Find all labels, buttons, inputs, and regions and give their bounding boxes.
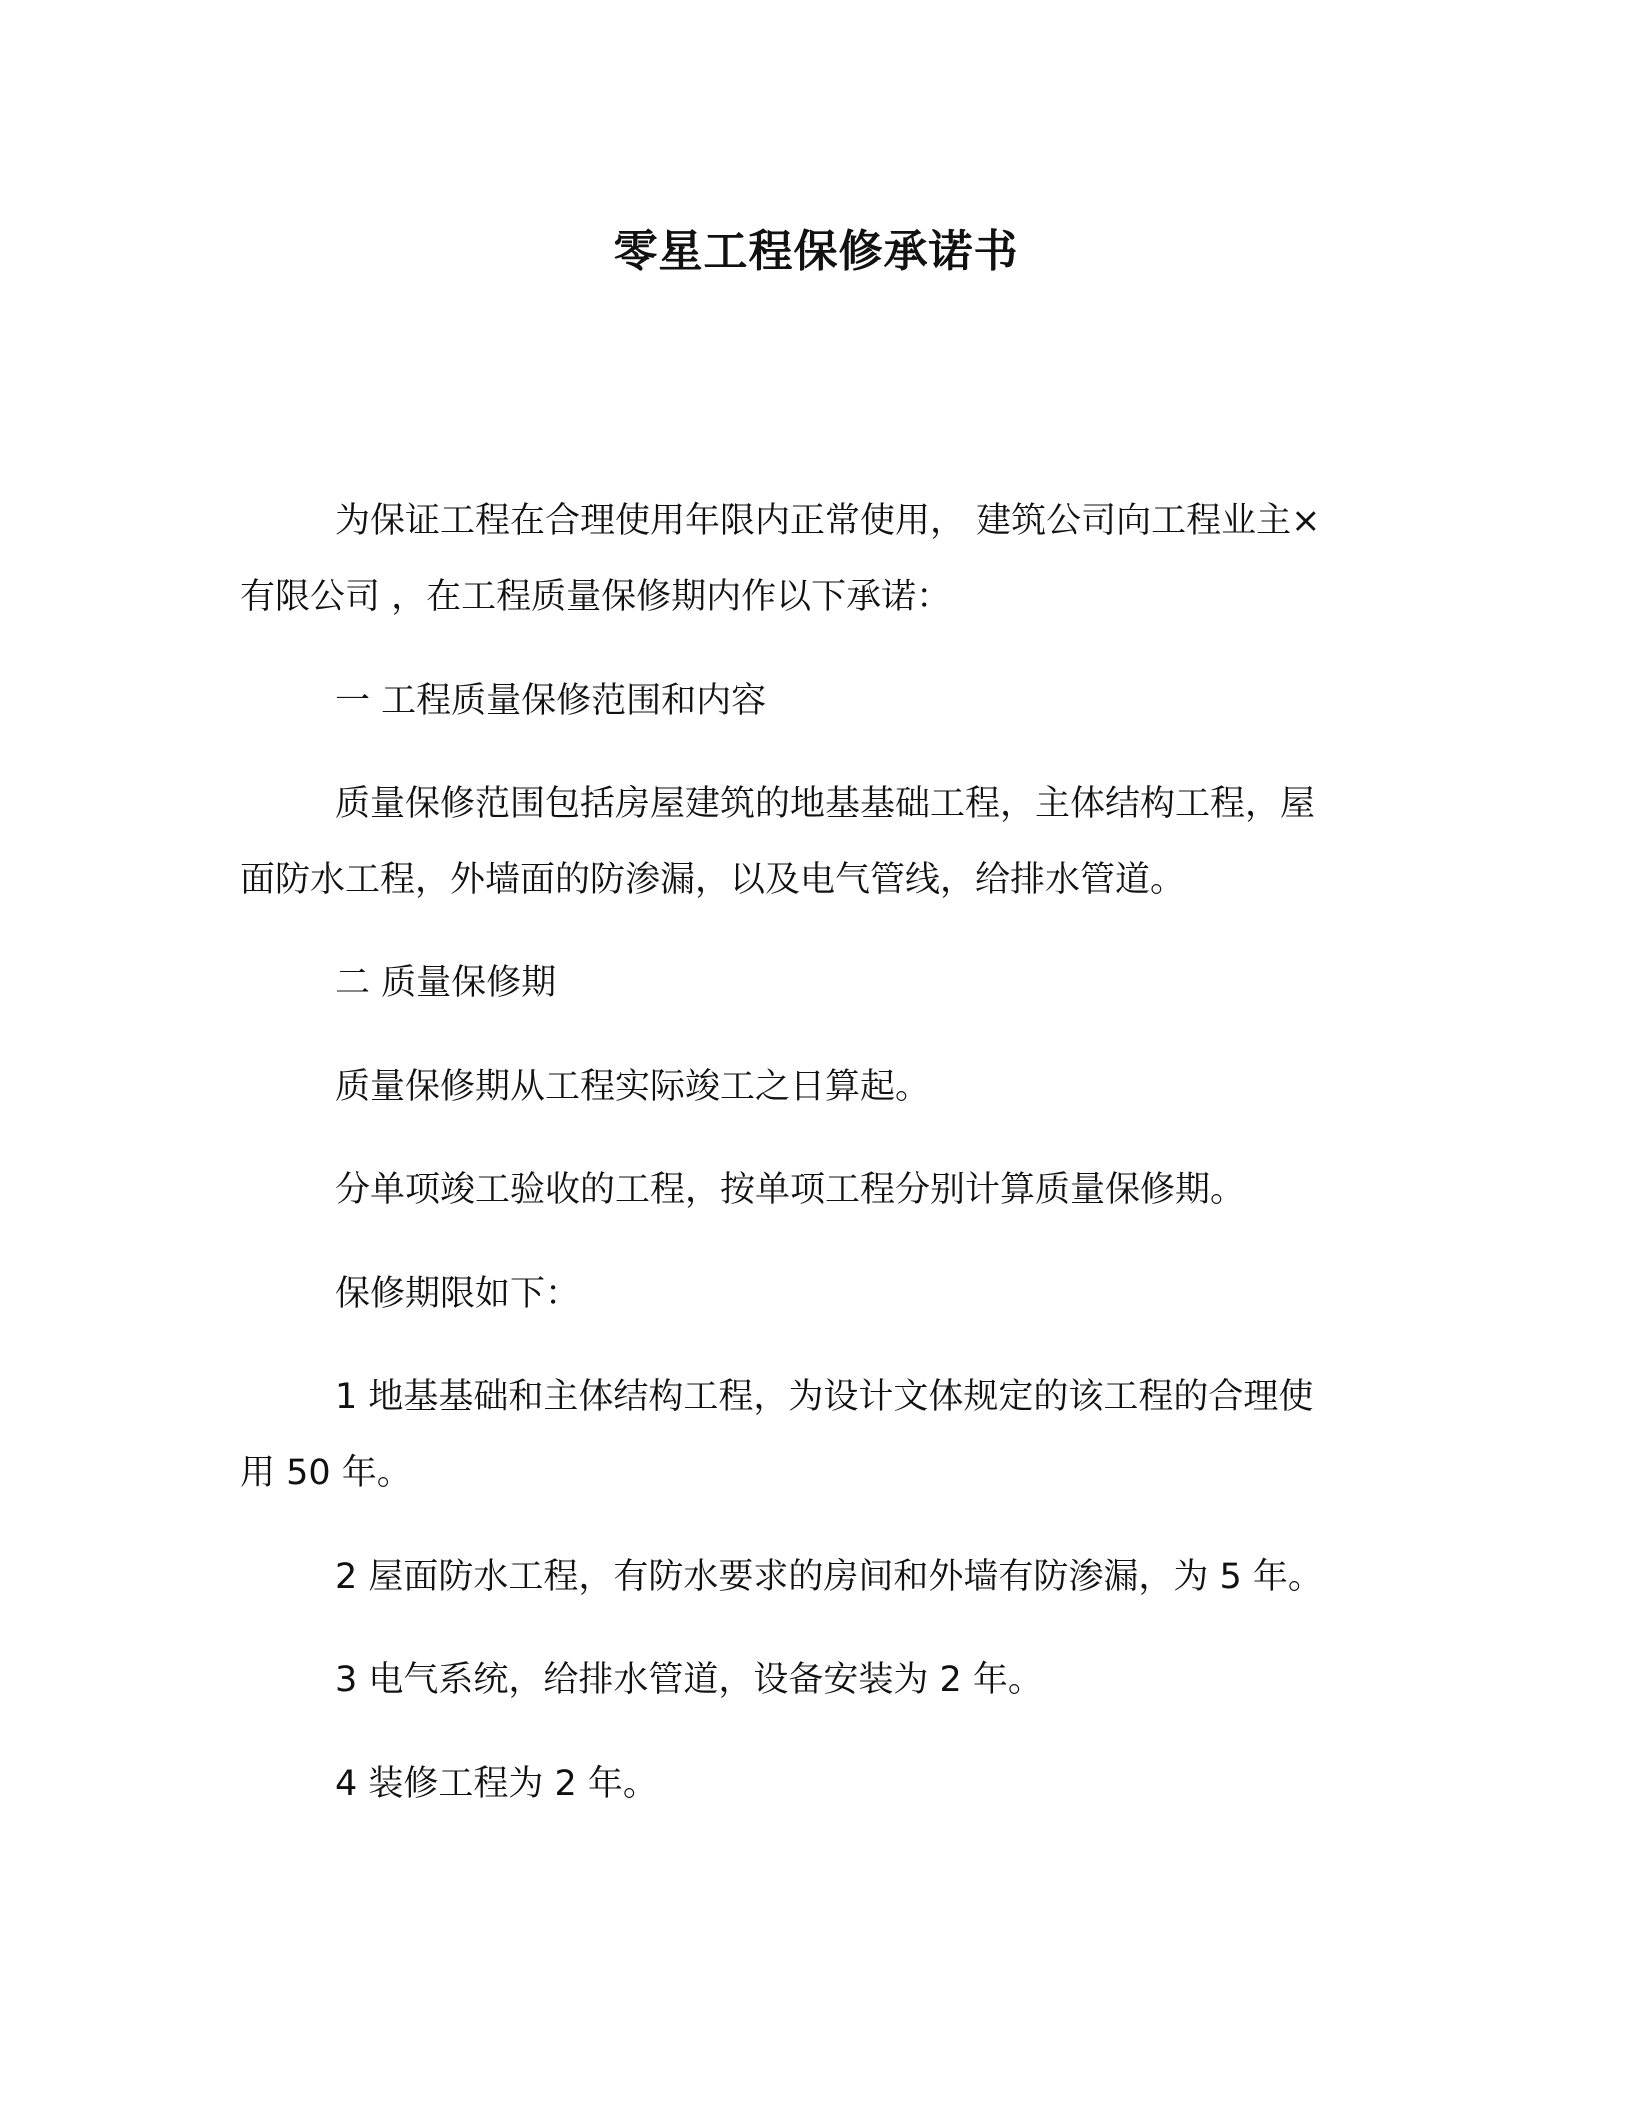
section-1-body-line-1: 质量保修范围包括房屋建筑的地基基础工程，主体结构工程，屋 xyxy=(335,784,1316,824)
section-1-heading: 一 工程质量保修范围和内容 xyxy=(335,681,767,721)
intro-line-2: 有限公司 ，在工程质量保修期内作以下承诺： xyxy=(240,577,952,617)
list-item-2: 2 屋面防水工程，有防水要求的房间和外墙有防渗漏，为 5 年。 xyxy=(335,1557,1323,1597)
intro-line-1: 为保证工程在合理使用年限内正常使用， 建筑公司向工程业主× xyxy=(335,501,1321,541)
list-item-1-line-2: 用 50 年。 xyxy=(240,1453,412,1493)
section-2-paragraph-1: 质量保修期从工程实际竣工之日算起。 xyxy=(335,1067,931,1107)
document-title: 零星工程保修承诺书 xyxy=(613,226,1019,277)
list-item-1-line-1: 1 地基基础和主体结构工程，为设计文体规定的该工程的合理使 xyxy=(335,1377,1314,1417)
section-2-paragraph-2: 分单项竣工验收的工程，按单项工程分别计算质量保修期。 xyxy=(335,1170,1246,1210)
list-item-4: 4 装修工程为 2 年。 xyxy=(335,1764,658,1804)
list-item-3: 3 电气系统，给排水管道，设备安装为 2 年。 xyxy=(335,1660,1043,1700)
section-2-paragraph-3: 保修期限如下： xyxy=(335,1274,581,1314)
section-1-body-line-2: 面防水工程，外墙面的防渗漏，以及电气管线，给排水管道。 xyxy=(240,860,1186,900)
section-2-heading: 二 质量保修期 xyxy=(335,963,557,1003)
